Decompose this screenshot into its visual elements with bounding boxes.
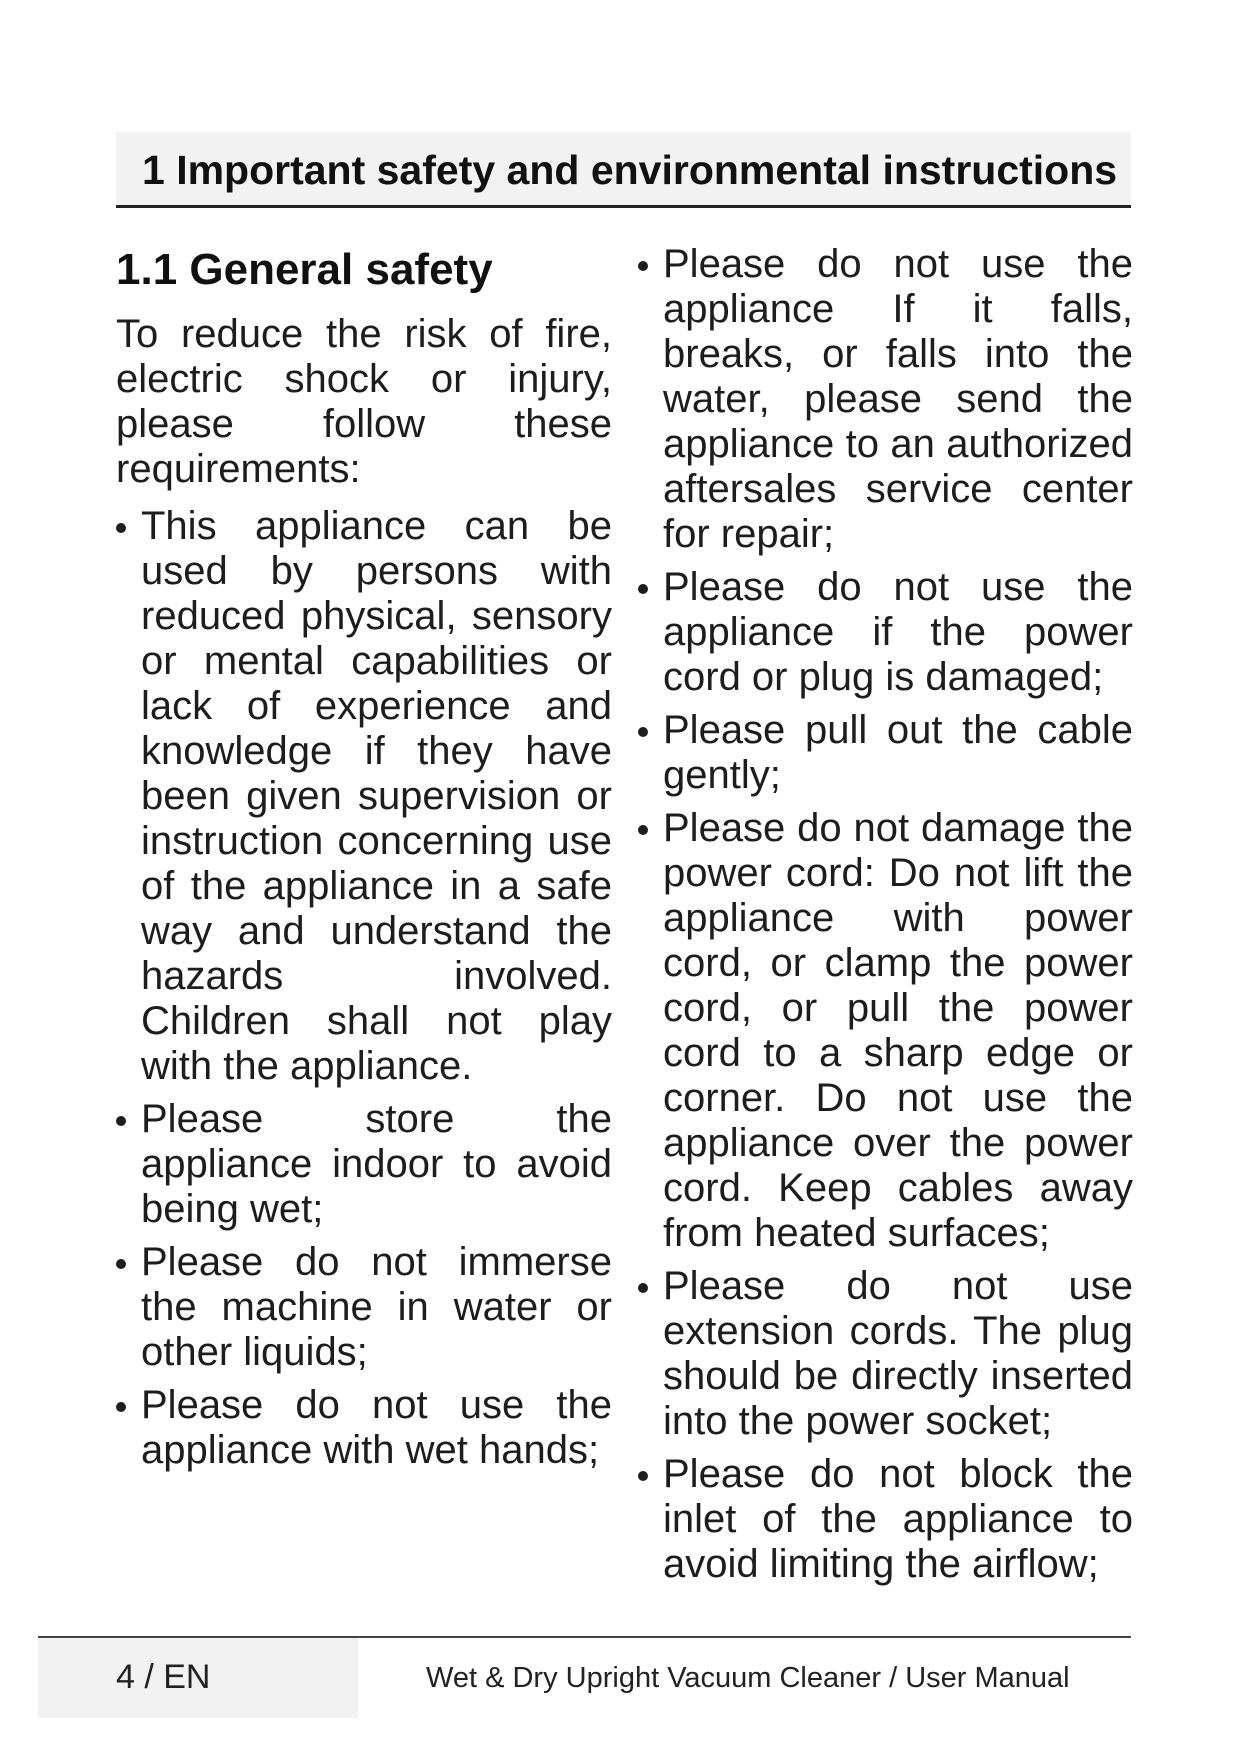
- bullet-icon: [638, 825, 648, 835]
- list-item-text: Please do not use extension cords. The plug should be directly inserted into the power socket;: [663, 1264, 1133, 1443]
- list-item: [638, 1264, 1133, 1444]
- left-bullet-list: [116, 504, 612, 1473]
- right-column: [638, 242, 1133, 1595]
- bullet-icon: [638, 1283, 648, 1293]
- list-item: [116, 1383, 612, 1473]
- page-number: 4 / EN: [116, 1658, 211, 1696]
- list-item: [638, 708, 1133, 798]
- list-item-text: Please do not immerse the machine in water or other liquids;: [141, 1240, 612, 1374]
- chapter-header: [116, 132, 1131, 208]
- page-footer: [38, 1636, 1131, 1718]
- bullet-icon: [638, 584, 648, 594]
- intro-paragraph: To reduce the risk of fire, electric shock or injury, please follow these requirements:: [116, 312, 612, 491]
- bullet-icon: [116, 523, 126, 533]
- list-item: [638, 1452, 1133, 1587]
- list-item: [638, 806, 1133, 1256]
- bullet-icon: [116, 1116, 126, 1126]
- list-item-text: This appliance can be used by persons with reduced physical, sensory or mental capabilities or lack of experience and knowledge if they have been given supervision or instruction concerning use of the appliance in a safe way and understand the hazards involved. Children shall not play with the appliance.: [141, 504, 612, 1088]
- list-item-text: Please do not damage the power cord: Do not lift the appliance with power cord, or clamp the power cord, or pull the power cord to a sharp edge or corner. Do not use the appliance over the power cord. Keep cables away from heated surfaces;: [663, 806, 1133, 1255]
- bullet-icon: [638, 261, 648, 271]
- footer-document-title: Wet & Dry Upright Vacuum Cleaner / User Manual: [426, 1662, 1070, 1694]
- chapter-title: 1 Important safety and environmental instructions: [142, 147, 1118, 193]
- list-item: [638, 242, 1133, 557]
- list-item-text: Please pull out the cable gently;: [663, 708, 1133, 797]
- bullet-icon: [116, 1402, 126, 1412]
- list-item: [638, 565, 1133, 700]
- bullet-icon: [116, 1259, 126, 1269]
- list-item-text: Please do not use the appliance If it falls, breaks, or falls into the water, please send the appliance to an authorized aftersales service center for repair;: [663, 242, 1133, 556]
- list-item: [116, 1240, 612, 1375]
- list-item-text: Please do not use the appliance with wet hands;: [141, 1383, 612, 1472]
- right-bullet-list: [638, 242, 1133, 1587]
- list-item: [116, 1097, 612, 1232]
- list-item-text: Please store the appliance indoor to avoid being wet;: [141, 1097, 612, 1231]
- list-item-text: Please do not use the appliance if the power cord or plug is damaged;: [663, 565, 1133, 699]
- list-item-text: Please do not block the inlet of the appliance to avoid limiting the airflow;: [663, 1452, 1133, 1586]
- section-title: 1.1 General safety: [116, 245, 493, 294]
- list-item: [116, 504, 612, 1089]
- left-column: [116, 242, 612, 1481]
- bullet-icon: [638, 727, 648, 737]
- page-number-box: [38, 1638, 358, 1718]
- bullet-icon: [638, 1471, 648, 1481]
